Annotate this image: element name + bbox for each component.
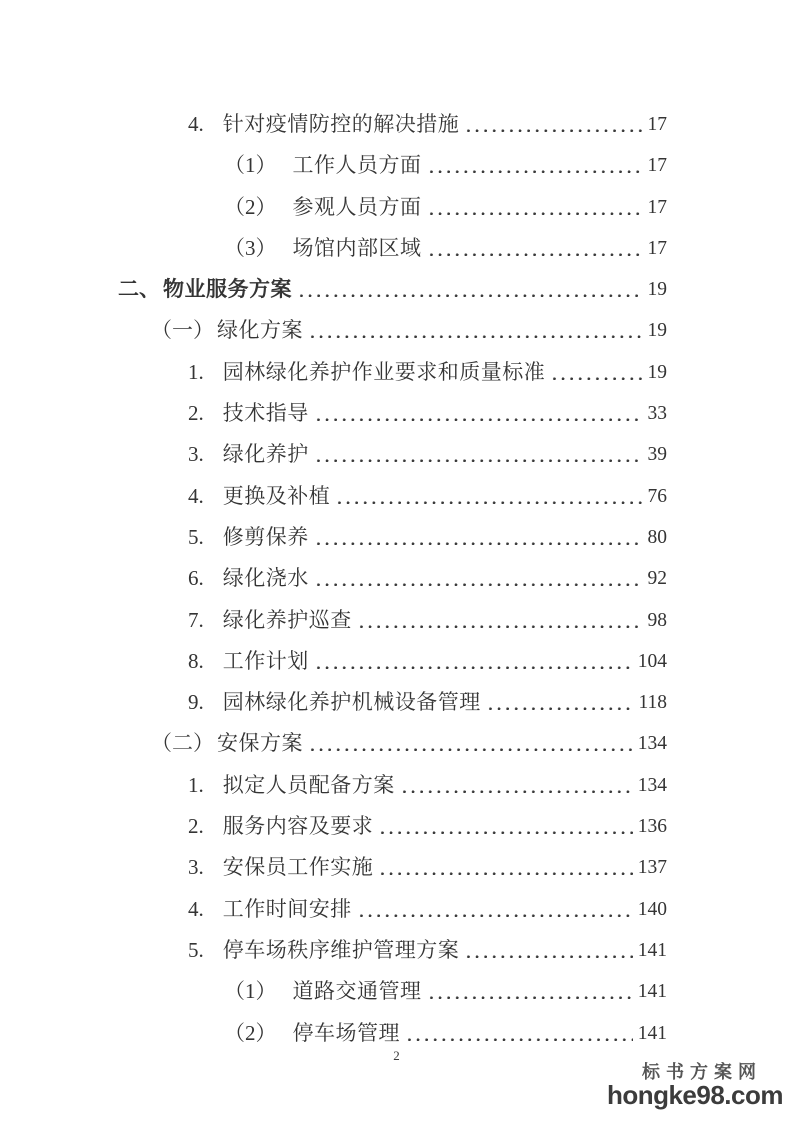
toc-entry-number: 3. — [188, 855, 204, 880]
dot-leader — [316, 393, 643, 434]
toc-entry[interactable] — [118, 104, 667, 145]
toc-entry[interactable] — [118, 434, 667, 475]
toc-entry-page: 141 — [637, 981, 667, 1003]
toc-entry-number: 3. — [188, 442, 204, 467]
toc-entry-page: 104 — [637, 650, 667, 672]
toc-entry[interactable] — [118, 971, 667, 1012]
toc-entry-title: 更换及补植 — [222, 483, 331, 508]
toc-entry-number: （2） — [224, 194, 277, 219]
toc-entry[interactable] — [118, 352, 667, 393]
toc-entry-title: 绿化养护巡查 — [222, 607, 352, 632]
toc-entry-number: 2. — [188, 401, 204, 426]
toc-entry-title: 绿化方案 — [217, 318, 303, 343]
toc-entry[interactable] — [118, 558, 667, 599]
toc-entry[interactable] — [118, 641, 667, 682]
toc-entry-number: 8. — [188, 648, 204, 673]
toc-entry[interactable] — [118, 476, 667, 517]
dot-leader — [466, 930, 633, 971]
toc-entry-title: 园林绿化养护作业要求和质量标准 — [222, 359, 546, 384]
dot-leader — [316, 434, 643, 475]
toc-entry-title: 安保员工作实施 — [222, 855, 374, 880]
toc-entry-page: 76 — [647, 485, 667, 507]
toc-entry-number: 1. — [188, 359, 204, 384]
dot-leader — [310, 310, 643, 351]
dot-leader — [380, 806, 633, 847]
dot-leader — [316, 558, 643, 599]
dot-leader — [316, 517, 643, 558]
toc-entry[interactable] — [118, 847, 667, 888]
toc-entry-number: 5. — [188, 524, 204, 549]
toc-entry-number: 6. — [188, 566, 204, 591]
toc-entry-page: 17 — [647, 114, 667, 135]
toc-entry-title: 物业服务方案 — [163, 277, 292, 302]
dot-leader — [429, 145, 643, 186]
page-number: 2 — [393, 1048, 400, 1063]
toc-entry[interactable] — [118, 723, 667, 764]
toc-entry[interactable] — [118, 228, 667, 269]
watermark-site-url: hongke98.com — [606, 1080, 783, 1110]
toc-entry-title: 场馆内部区域 — [292, 235, 422, 260]
toc-entry-page: 19 — [647, 361, 667, 383]
toc-entry-title: 安保方案 — [217, 731, 303, 756]
toc-entry-title: 园林绿化养护机械设备管理 — [222, 690, 481, 715]
toc-entry-page: 141 — [637, 1022, 667, 1044]
toc-entry[interactable] — [118, 682, 667, 723]
toc-entry-title: 针对疫情防控的解决措施 — [222, 112, 460, 136]
dot-leader — [429, 228, 643, 269]
toc-entry-page: 39 — [647, 444, 667, 466]
dot-leader — [402, 765, 633, 806]
toc-entry-number: （3） — [224, 235, 277, 260]
dot-leader — [380, 847, 633, 888]
toc-entry-page: 134 — [637, 774, 667, 796]
toc-entry-title: 工作时间安排 — [222, 896, 352, 921]
dot-leader — [359, 600, 643, 641]
toc-entry-title: 道路交通管理 — [292, 979, 422, 1004]
toc-entry-number: 4. — [188, 483, 204, 508]
toc-entry-number: 1. — [188, 772, 204, 797]
toc-entry-page: 134 — [637, 733, 667, 755]
toc-entry-page: 19 — [647, 320, 667, 342]
toc-entry-page: 137 — [637, 857, 667, 879]
dot-leader — [466, 104, 642, 145]
toc-entry[interactable] — [118, 269, 667, 310]
toc-entry[interactable] — [118, 517, 667, 558]
toc-entry-title: 绿化浇水 — [222, 566, 309, 591]
toc-entry[interactable] — [118, 930, 667, 971]
dot-leader — [359, 889, 633, 930]
toc-entry-page: 33 — [647, 403, 667, 425]
toc-entry[interactable] — [118, 889, 667, 930]
toc-entry-page: 80 — [647, 526, 667, 548]
toc-entry-title: 工作计划 — [222, 648, 309, 673]
toc-entry[interactable] — [118, 806, 667, 847]
toc-entry[interactable] — [118, 310, 667, 351]
toc-entry-title: 服务内容及要求 — [222, 814, 374, 839]
toc-entry-number: （2） — [224, 1020, 277, 1045]
dot-leader — [552, 352, 642, 393]
toc-entry-title: 修剪保养 — [222, 524, 309, 549]
toc-entry-page: 17 — [647, 155, 667, 177]
toc-entry-page: 140 — [637, 898, 667, 920]
watermark — [607, 1063, 783, 1108]
dot-leader — [429, 187, 643, 228]
dot-leader — [337, 476, 642, 517]
toc-entry-title: 工作人员方面 — [292, 153, 422, 178]
dot-leader — [310, 723, 633, 764]
toc-entry[interactable] — [118, 145, 667, 186]
dot-leader — [429, 971, 633, 1012]
toc-entry-page: 136 — [637, 816, 667, 838]
toc-entry-page: 19 — [647, 279, 667, 301]
toc-entry-number: 5. — [188, 937, 204, 962]
toc-entry-title: 绿化养护 — [222, 442, 309, 467]
toc-entry-number: 7. — [188, 607, 204, 632]
toc-entry-title: 停车场管理 — [292, 1020, 400, 1045]
toc-entry-number: （二） — [151, 731, 214, 756]
toc-entry-number: 4. — [188, 112, 204, 136]
toc-entry-title: 技术指导 — [222, 401, 309, 426]
toc-entry-page: 92 — [647, 568, 667, 590]
dot-leader — [316, 641, 633, 682]
dot-leader — [299, 269, 643, 310]
toc-entry[interactable] — [118, 187, 667, 228]
toc-entry-title: 停车场秩序维护管理方案 — [222, 937, 460, 962]
toc-entry-number: 二、 — [118, 277, 160, 302]
toc-entry-page: 17 — [647, 196, 667, 218]
toc-entry-page: 17 — [647, 237, 667, 259]
toc-entry-number: （1） — [224, 153, 277, 178]
toc-entry-number: 2. — [188, 814, 204, 839]
toc-entry[interactable] — [118, 765, 667, 806]
toc-entry-number: （一） — [151, 318, 214, 343]
toc-entry[interactable] — [118, 600, 667, 641]
toc-entry-number: 9. — [188, 690, 204, 715]
toc-entry[interactable] — [118, 393, 667, 434]
toc-entry-title: 拟定人员配备方案 — [222, 772, 395, 797]
table-of-contents — [118, 104, 667, 1054]
toc-entry-number: 4. — [188, 896, 204, 921]
toc-entry-page: 118 — [638, 692, 667, 714]
toc-entry-page: 98 — [647, 609, 667, 631]
toc-entry-number: （1） — [224, 979, 277, 1004]
watermark-site-name: 标书方案网 — [642, 1062, 762, 1082]
toc-entry-page: 141 — [637, 939, 667, 961]
dot-leader — [488, 682, 634, 723]
toc-entry-title: 参观人员方面 — [292, 194, 422, 219]
